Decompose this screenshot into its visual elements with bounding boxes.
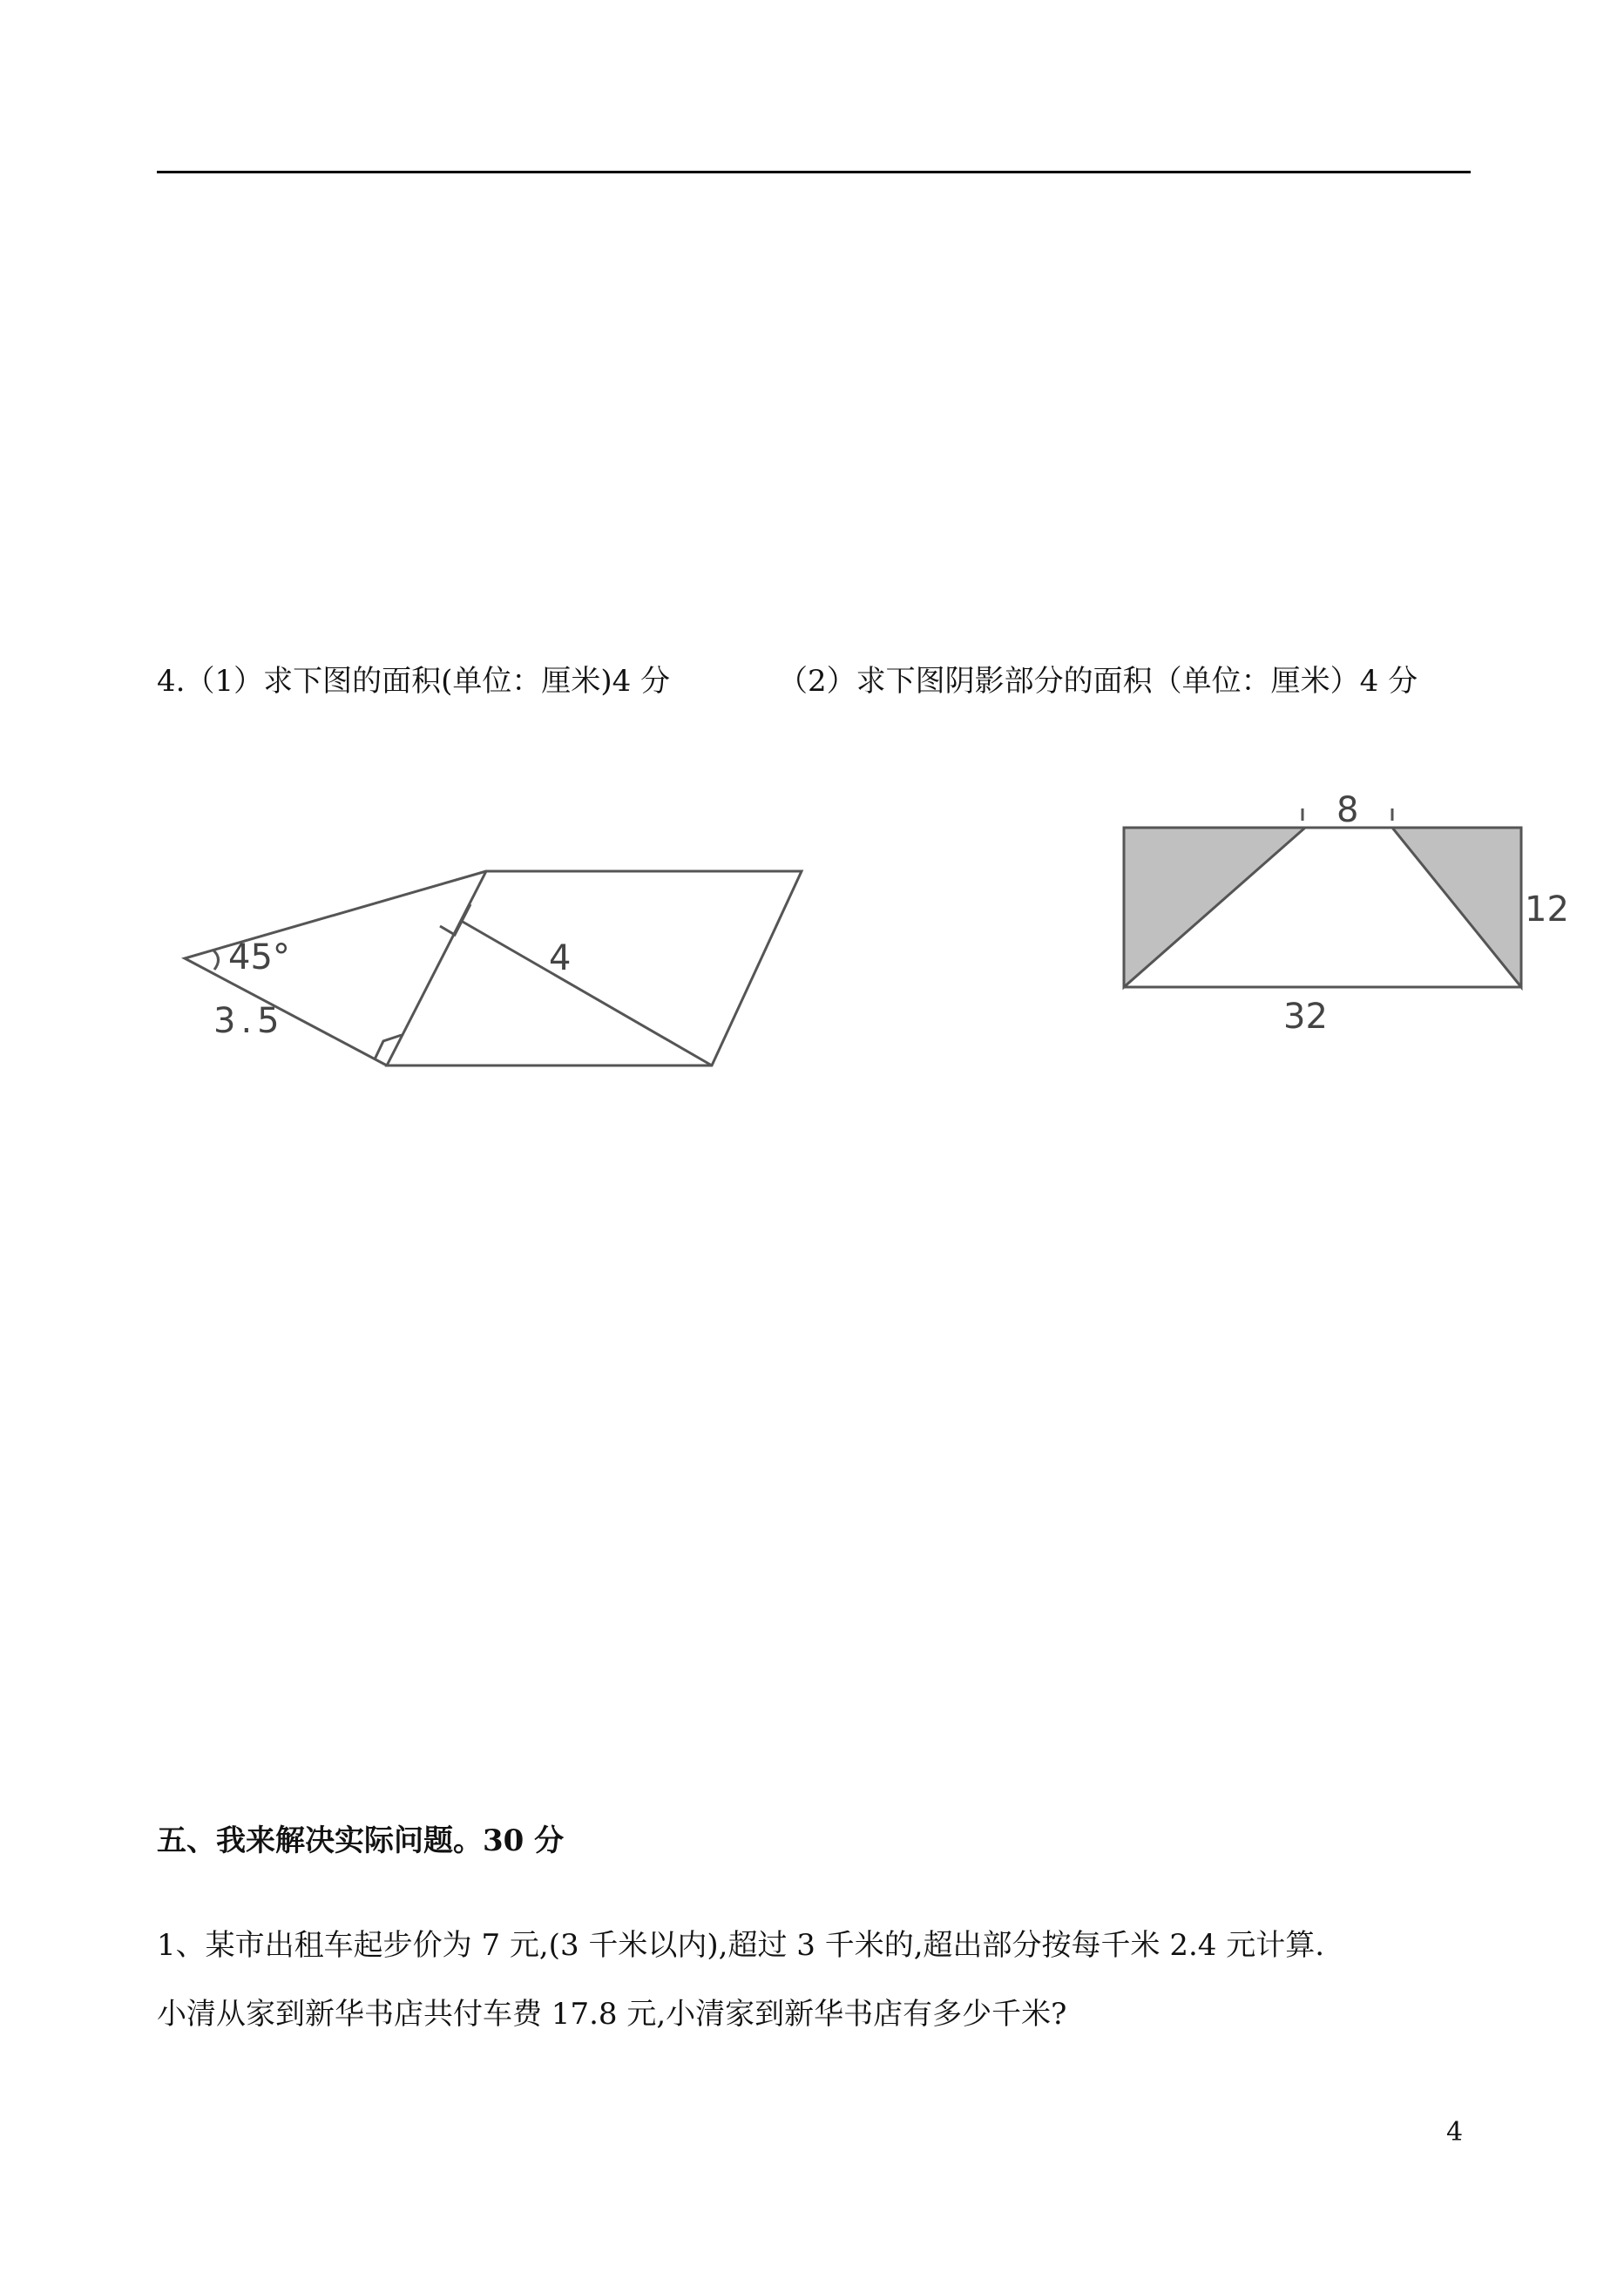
shaded-triangle-right <box>1392 828 1521 987</box>
bottom-label: 32 <box>1283 997 1328 1037</box>
height-label: 4 <box>549 938 572 978</box>
parallelogram-height-line <box>463 922 712 1065</box>
angle-arc <box>213 950 219 970</box>
parallelogram-outline <box>387 871 802 1065</box>
problem-1-line-1: 1、某市出租车起步价为 7 元,(3 千米以内),超过 3 千米的,超出部分按每千米 2.4 元计算. <box>157 1928 1325 1963</box>
figure-2-rectangle-shaded <box>1106 784 1594 1045</box>
right-label: 12 <box>1525 889 1569 930</box>
angle-label: 45° <box>228 937 290 977</box>
question-4-part-1: 4.（1）求下图的面积(单位：厘米)4 分 <box>157 664 671 699</box>
section-5-title: 五、我来解决实际问题。30 分 <box>157 1823 565 1858</box>
shaded-triangle-left <box>1124 828 1305 987</box>
top-label: 8 <box>1336 790 1359 830</box>
page-number: 4 <box>1446 2117 1464 2148</box>
header-rule <box>157 171 1471 173</box>
problem-1-line-2: 小清从家到新华书店共付车费 17.8 元,小清家到新华书店有多少千米? <box>157 1997 1067 2032</box>
question-4-part-2: （2）求下图阴影部分的面积（单位：厘米）4 分 <box>778 664 1418 699</box>
figure-1-parallelogram-triangle <box>166 845 828 1072</box>
side-label: 3.5 <box>213 1001 285 1041</box>
